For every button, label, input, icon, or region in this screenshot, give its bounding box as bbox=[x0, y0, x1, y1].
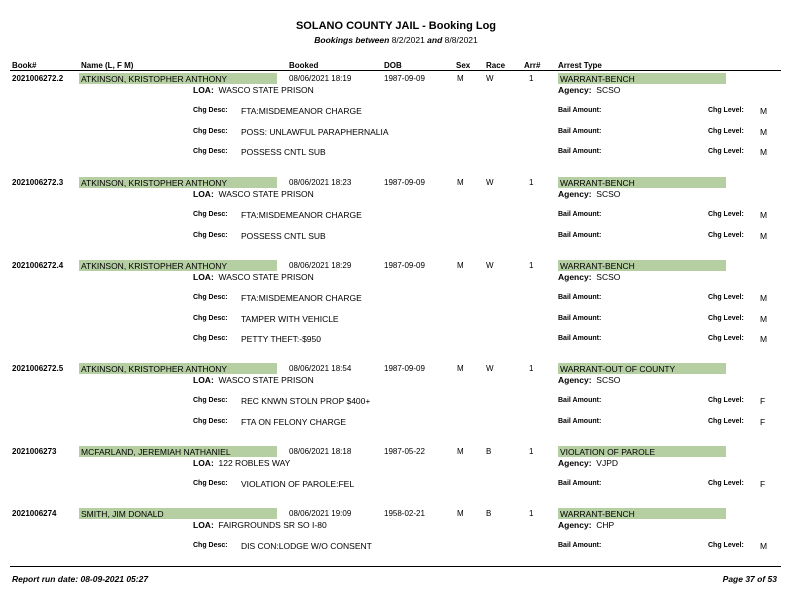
col-header-race: Race bbox=[486, 61, 506, 70]
inmate-name: ATKINSON, KRISTOPHER ANTHONY bbox=[81, 261, 228, 271]
arrest-number: 1 bbox=[529, 178, 534, 187]
report-title: SOLANO COUNTY JAIL - Booking Log bbox=[295, 20, 497, 32]
subtitle-and: and bbox=[427, 35, 443, 45]
bail-amount-label: Bail Amount: bbox=[558, 335, 602, 342]
charge-row bbox=[0, 294, 792, 306]
bail-amount-label: Bail Amount: bbox=[558, 127, 602, 135]
col-header-book: Book# bbox=[12, 61, 37, 70]
arresting-agency bbox=[558, 458, 618, 468]
chg-level-label: Chg Level: bbox=[708, 417, 744, 425]
bail-amount-label: Bail Amount: bbox=[558, 231, 602, 239]
bail-amount-label: Bail Amount: bbox=[558, 294, 602, 301]
chg-level-label: Chg Level: bbox=[708, 335, 744, 342]
charge-description: VIOLATION OF PAROLE:FEL bbox=[241, 479, 355, 489]
sex: M bbox=[457, 261, 464, 270]
chg-level-label: Chg Level: bbox=[708, 480, 744, 487]
chg-level-label: Chg Level: bbox=[708, 211, 744, 218]
charge-description: PETTY THEFT:-$950 bbox=[241, 334, 321, 344]
col-header-name: Name (L, F M) bbox=[81, 61, 134, 70]
chg-desc-label: Chg Desc: bbox=[193, 480, 228, 487]
inmate-name: ATKINSON, KRISTOPHER ANTHONY bbox=[81, 74, 228, 84]
charge-level: M bbox=[760, 334, 768, 344]
loa-value: WASCO STATE PRISON bbox=[218, 189, 314, 199]
agency-value: SCSO bbox=[596, 375, 621, 385]
chg-desc-label: Chg Desc: bbox=[193, 542, 228, 549]
loa-value: WASCO STATE PRISON bbox=[218, 85, 314, 95]
booked-datetime: 08/06/2021 18:54 bbox=[289, 364, 352, 373]
chg-level-label: Chg Level: bbox=[708, 127, 744, 135]
agency-label: Agency: bbox=[558, 520, 592, 530]
booked-datetime: 08/06/2021 18:19 bbox=[289, 74, 352, 83]
location-of-arrest bbox=[193, 375, 314, 385]
charge-row bbox=[0, 315, 792, 327]
bail-amount-label: Bail Amount: bbox=[558, 480, 602, 487]
arresting-agency bbox=[558, 189, 620, 199]
location-of-arrest bbox=[193, 272, 314, 282]
charge-level: M bbox=[760, 293, 768, 303]
bail-amount-label: Bail Amount: bbox=[558, 211, 602, 218]
charge-level: M bbox=[760, 230, 768, 241]
location-of-arrest bbox=[193, 85, 314, 95]
agency-label: Agency: bbox=[558, 189, 592, 199]
arresting-agency bbox=[558, 272, 620, 282]
charge-description: REC KNWN STOLN PROP $400+ bbox=[241, 396, 371, 406]
inmate-name: ATKINSON, KRISTOPHER ANTHONY bbox=[81, 178, 228, 188]
sex: M bbox=[457, 509, 464, 518]
location-of-arrest bbox=[193, 458, 290, 468]
book-number: 2021006272.2 bbox=[12, 74, 64, 83]
chg-desc-label: Chg Desc: bbox=[193, 294, 228, 301]
location-of-arrest bbox=[193, 520, 327, 530]
arrest-type: WARRANT-BENCH bbox=[560, 74, 635, 84]
date-of-birth: 1987-05-22 bbox=[384, 447, 425, 456]
sex: M bbox=[457, 364, 464, 373]
book-number: 2021006272.5 bbox=[12, 364, 64, 373]
charge-row bbox=[0, 397, 792, 409]
arrest-number: 1 bbox=[529, 74, 534, 83]
bail-amount-label: Bail Amount: bbox=[558, 148, 602, 155]
charge-row bbox=[0, 211, 792, 223]
page-number: Page 37 of 53 bbox=[722, 574, 777, 584]
agency-label: Agency: bbox=[558, 375, 592, 385]
arresting-agency bbox=[558, 85, 620, 95]
chg-desc-label: Chg Desc: bbox=[193, 231, 228, 239]
date-of-birth: 1987-09-09 bbox=[384, 178, 425, 187]
loa-label: LOA: bbox=[193, 520, 214, 530]
book-number: 2021006273 bbox=[12, 447, 57, 456]
chg-desc-label: Chg Desc: bbox=[193, 211, 228, 218]
charge-description: TAMPER WITH VEHICLE bbox=[241, 313, 339, 324]
charge-level: M bbox=[760, 147, 768, 157]
arrest-type: VIOLATION OF PAROLE bbox=[560, 447, 656, 457]
agency-label: Agency: bbox=[558, 458, 592, 468]
booked-datetime: 08/06/2021 18:18 bbox=[289, 447, 352, 456]
charge-level: M bbox=[760, 210, 768, 220]
booked-datetime: 08/06/2021 18:29 bbox=[289, 261, 352, 270]
chg-level-label: Chg Level: bbox=[708, 107, 744, 114]
race: B bbox=[486, 509, 492, 518]
arresting-agency bbox=[558, 520, 614, 530]
charge-description: POSSESS CNTL SUB bbox=[241, 230, 326, 241]
sex: M bbox=[457, 447, 464, 456]
chg-desc-label: Chg Desc: bbox=[193, 417, 228, 425]
report-subtitle bbox=[0, 35, 792, 45]
charge-row bbox=[0, 232, 792, 244]
chg-desc-label: Chg Desc: bbox=[193, 335, 228, 342]
arrest-type: WARRANT-OUT OF COUNTY bbox=[560, 364, 676, 374]
charge-level: M bbox=[760, 106, 768, 116]
bail-amount-label: Bail Amount: bbox=[558, 107, 602, 114]
book-number: 2021006272.4 bbox=[12, 261, 64, 270]
bail-amount-label: Bail Amount: bbox=[558, 314, 602, 322]
charge-description: FTA:MISDEMEANOR CHARGE bbox=[241, 106, 362, 116]
loa-value: WASCO STATE PRISON bbox=[218, 272, 314, 282]
charge-level: M bbox=[760, 313, 768, 324]
charge-row bbox=[0, 128, 792, 140]
col-header-arr: Arr# bbox=[524, 61, 541, 70]
charge-description: DIS CON:LODGE W/O CONSENT bbox=[241, 541, 372, 551]
race: W bbox=[486, 178, 494, 187]
loa-value: WASCO STATE PRISON bbox=[218, 375, 314, 385]
charge-description: FTA ON FELONY CHARGE bbox=[241, 416, 347, 427]
agency-value: VJPD bbox=[596, 458, 619, 468]
inmate-name: SMITH, JIM DONALD bbox=[81, 509, 164, 519]
date-of-birth: 1987-09-09 bbox=[384, 74, 425, 83]
agency-value: SCSO bbox=[596, 189, 621, 199]
charge-level: F bbox=[760, 416, 766, 427]
sex: M bbox=[457, 74, 464, 83]
charge-row bbox=[0, 542, 792, 554]
bail-amount-label: Bail Amount: bbox=[558, 397, 602, 404]
charge-row bbox=[0, 480, 792, 492]
arrest-type: WARRANT-BENCH bbox=[560, 509, 635, 519]
agency-value: SCSO bbox=[596, 272, 621, 282]
loa-label: LOA: bbox=[193, 375, 214, 385]
arrest-number: 1 bbox=[529, 447, 534, 456]
race: B bbox=[486, 447, 492, 456]
date-of-birth: 1987-09-09 bbox=[384, 364, 425, 373]
charge-row bbox=[0, 148, 792, 160]
header-rule bbox=[10, 70, 781, 71]
charge-description: FTA:MISDEMEANOR CHARGE bbox=[241, 293, 362, 303]
chg-desc-label: Chg Desc: bbox=[193, 314, 228, 322]
footer-rule bbox=[10, 566, 781, 567]
chg-desc-label: Chg Desc: bbox=[193, 127, 228, 135]
arrest-number: 1 bbox=[529, 509, 534, 518]
sex: M bbox=[457, 178, 464, 187]
loa-label: LOA: bbox=[193, 458, 214, 468]
charge-level: M bbox=[760, 126, 768, 137]
race: W bbox=[486, 74, 494, 83]
col-header-dob: DOB bbox=[384, 61, 402, 70]
col-header-booked: Booked bbox=[289, 61, 319, 70]
charge-row bbox=[0, 107, 792, 119]
agency-value: SCSO bbox=[596, 85, 621, 95]
loa-label: LOA: bbox=[193, 189, 214, 199]
charge-description: POSS: UNLAWFUL PARAPHERNALIA bbox=[241, 126, 389, 137]
col-header-sex: Sex bbox=[456, 61, 471, 70]
agency-label: Agency: bbox=[558, 272, 592, 282]
agency-label: Agency: bbox=[558, 85, 592, 95]
charge-row bbox=[0, 335, 792, 347]
bail-amount-label: Bail Amount: bbox=[558, 542, 602, 549]
loa-value: 122 ROBLES WAY bbox=[218, 458, 291, 468]
date-from: 8/2/2021 bbox=[391, 35, 425, 45]
loa-label: LOA: bbox=[193, 85, 214, 95]
arrest-type: WARRANT-BENCH bbox=[560, 261, 635, 271]
arrest-number: 1 bbox=[529, 364, 534, 373]
booked-datetime: 08/06/2021 19:09 bbox=[289, 509, 352, 518]
date-of-birth: 1987-09-09 bbox=[384, 261, 425, 270]
race: W bbox=[486, 261, 494, 270]
chg-desc-label: Chg Desc: bbox=[193, 107, 228, 114]
subtitle-prefix: Bookings between bbox=[314, 35, 390, 45]
charge-level: F bbox=[760, 479, 766, 489]
chg-level-label: Chg Level: bbox=[708, 542, 744, 549]
chg-desc-label: Chg Desc: bbox=[193, 397, 228, 404]
charge-row bbox=[0, 418, 792, 430]
arrest-number: 1 bbox=[529, 261, 534, 270]
arresting-agency bbox=[558, 375, 620, 385]
chg-level-label: Chg Level: bbox=[708, 294, 744, 301]
inmate-name: MCFARLAND, JEREMIAH NATHANIEL bbox=[81, 447, 231, 457]
agency-value: CHP bbox=[596, 520, 615, 530]
chg-level-label: Chg Level: bbox=[708, 148, 744, 155]
charge-description: FTA:MISDEMEANOR CHARGE bbox=[241, 210, 362, 220]
arrest-type: WARRANT-BENCH bbox=[560, 178, 635, 188]
charge-level: M bbox=[760, 541, 768, 551]
location-of-arrest bbox=[193, 189, 314, 199]
chg-level-label: Chg Level: bbox=[708, 397, 744, 404]
inmate-name: ATKINSON, KRISTOPHER ANTHONY bbox=[81, 364, 228, 374]
date-to: 8/8/2021 bbox=[444, 35, 478, 45]
date-of-birth: 1958-02-21 bbox=[384, 509, 425, 518]
charge-description: POSSESS CNTL SUB bbox=[241, 147, 326, 157]
bail-amount-label: Bail Amount: bbox=[558, 417, 602, 425]
chg-level-label: Chg Level: bbox=[708, 231, 744, 239]
book-number: 2021006272.3 bbox=[12, 178, 64, 187]
charge-level: F bbox=[760, 396, 766, 406]
book-number: 2021006274 bbox=[12, 509, 57, 518]
loa-label: LOA: bbox=[193, 272, 214, 282]
col-header-arrest-type: Arrest Type bbox=[558, 61, 602, 70]
race: W bbox=[486, 364, 494, 373]
chg-level-label: Chg Level: bbox=[708, 314, 744, 322]
chg-desc-label: Chg Desc: bbox=[193, 148, 228, 155]
booked-datetime: 08/06/2021 18:23 bbox=[289, 178, 352, 187]
report-run-date: Report run date: 08-09-2021 05:27 bbox=[12, 574, 149, 584]
loa-value: FAIRGROUNDS SR SO I-80 bbox=[218, 520, 327, 530]
